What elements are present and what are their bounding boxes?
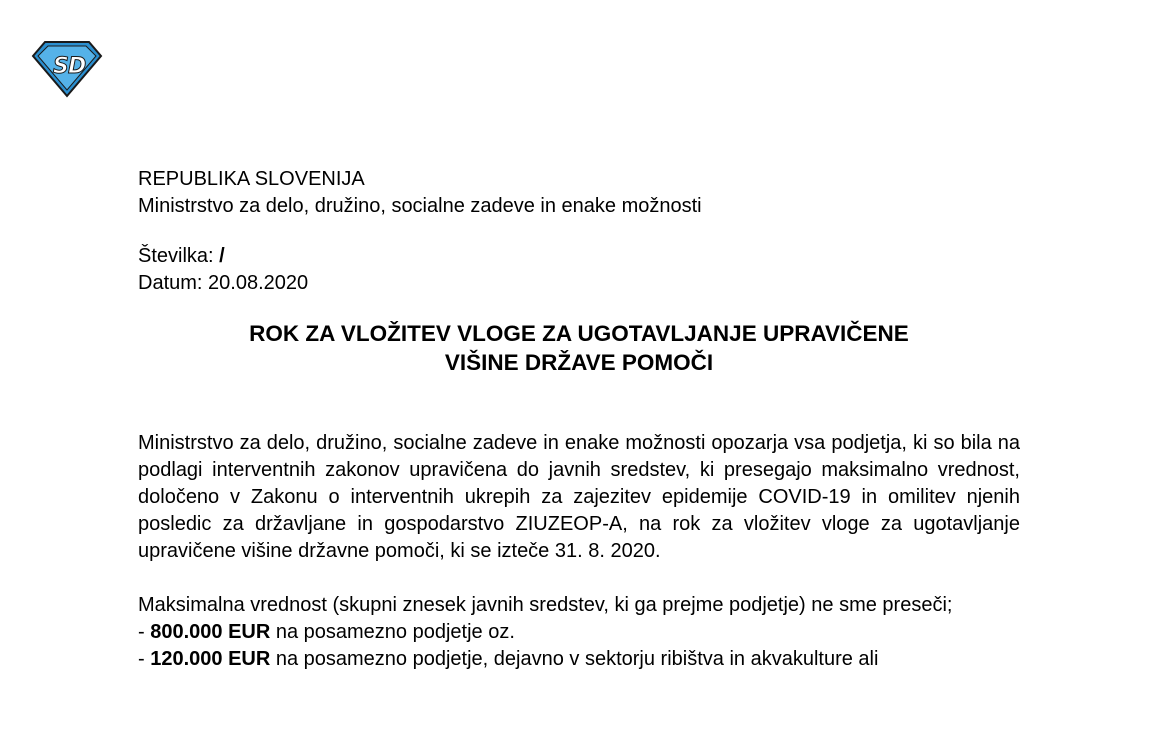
list-text: na posamezno podjetje, dejavno v sektorju ribištva in akvakulture ali [270,648,879,670]
document-title [138,319,1020,377]
list-amount: 120.000 EUR [150,648,271,670]
svg-text:D: D [68,54,87,79]
document-date: Datum: 20.08.2020 [138,272,309,294]
paragraph-2: Maksimalna vrednost (skupni znesek javnih sredstev, ki ga prejme podjetje) ne sme preseči; [138,594,953,616]
title-line-2: VIŠINE DRŽAVE POMOČI [444,350,714,375]
list-item [138,619,1020,646]
list-item [138,646,1020,673]
list-text: na posamezno podjetje oz. [270,621,515,643]
list-prefix: - [138,648,151,670]
number-label: Številka: [138,245,220,267]
country-name: REPUBLIKA SLOVENIJA [138,168,365,190]
paragraph-1: Ministrstvo za delo, družino, socialne zadeve in enake možnosti opozarja vsa podjetja, ki so bila na podlagi interventnih zakonov upravičena do javnih sredstev, ki presegajo maksimalno vrednost, določeno v Zakonu o interventnih ukrepih za zajezitev epidemije COVID-19 in omilitev njenih posledic za državljane in gospodarstvo ZIUZEOP-A, na rok za vložitev vloge za ugotavljanje upravičene višine državne pomoči, ki se izteče 31. 8. 2020. [138,432,1020,562]
logo [31,40,103,98]
svg-text:S: S [53,54,69,79]
title-line-1: ROK ZA VLOŽITEV VLOGE ZA UGOTAVLJANJE UPRAVIČENE [249,321,909,346]
list-amount: 800.000 EUR [150,621,271,643]
document-number [138,243,1020,270]
document-body [138,166,1020,673]
list-prefix: - [138,621,151,643]
ministry-name: Ministrstvo za delo, družino, socialne zadeve in enake možnosti [138,195,702,217]
number-value: / [219,245,225,267]
diamond-logo-icon [31,40,103,98]
